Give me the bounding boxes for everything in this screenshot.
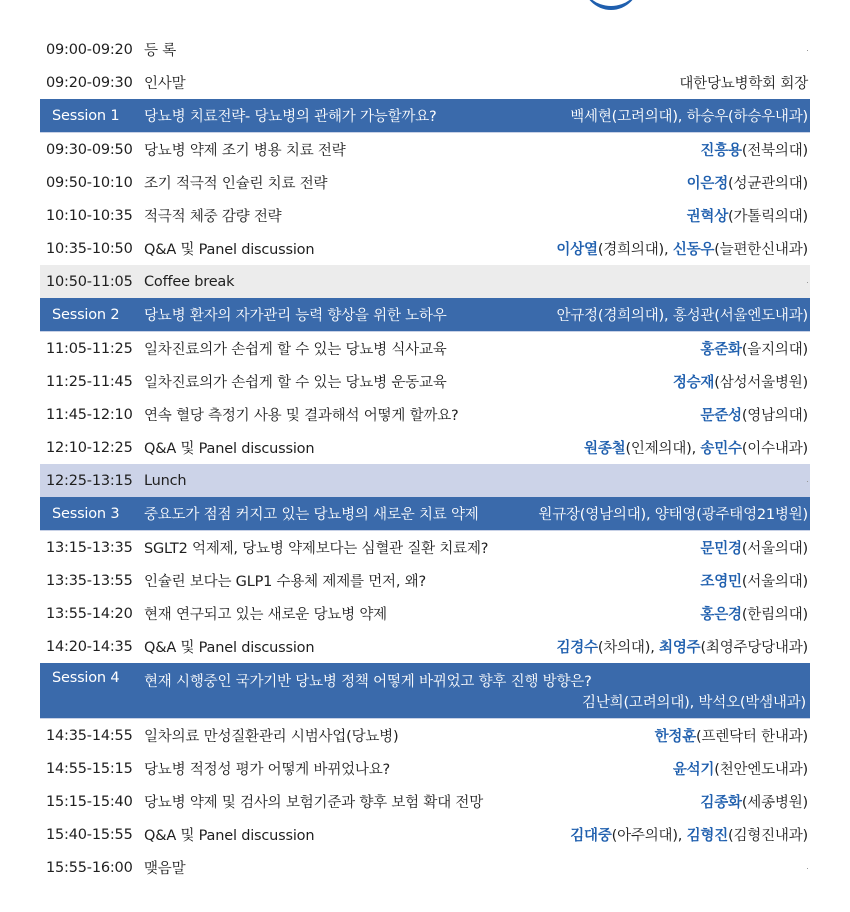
speaker-affiliation: 김난희(고려의대), 박석오(박샘내과) <box>582 695 806 711</box>
time-slot: 15:55-16:00 <box>46 859 133 876</box>
speaker-affiliation: (전북의대) <box>741 143 808 159</box>
speaker-affiliation: (삼성서울병원) <box>714 375 808 391</box>
schedule-row <box>40 630 810 663</box>
speaker-name: 이상열 <box>556 242 598 258</box>
talk-title: 일차진료의가 손쉽게 할 수 있는 당뇨병 식사교육 <box>144 342 447 358</box>
speaker-affiliation: (이수내과) <box>741 441 808 457</box>
row-end-marker <box>807 50 808 51</box>
speaker-affiliation: (을지의대) <box>741 342 808 358</box>
schedule-row <box>40 752 810 785</box>
time-slot: 14:20-14:35 <box>46 638 133 655</box>
speaker-name: 김경수 <box>556 640 598 656</box>
speaker-affiliation: (프렌닥터 한내과) <box>696 729 808 745</box>
chairpersons <box>538 503 810 524</box>
time-slot: 10:10-10:35 <box>46 207 133 224</box>
coffee-break-row <box>40 265 810 298</box>
speaker-affiliation: 원규장(영남의대), 양태영(광주태영21병원) <box>538 507 808 523</box>
speaker <box>687 205 810 226</box>
speaker <box>570 824 810 845</box>
speaker <box>687 172 810 193</box>
speaker <box>673 758 810 779</box>
speaker <box>700 338 810 359</box>
decorative-arc <box>583 0 639 10</box>
speaker-affiliation: (세종병원) <box>741 795 808 811</box>
speaker-name: 송민수 <box>700 441 742 457</box>
speaker-name: 신동우 <box>672 242 715 258</box>
speaker-affiliation: (최영주당당내과) <box>700 640 808 656</box>
speaker-affiliation: (한림의대) <box>741 607 808 623</box>
talk-title: 현재 연구되고 있는 새로운 당뇨병 약제 <box>144 607 387 623</box>
talk-title: Coffee break <box>144 273 235 290</box>
schedule-row <box>40 785 810 818</box>
speaker-name: 정승재 <box>672 375 715 391</box>
program-schedule <box>40 33 810 884</box>
time-slot: 09:50-10:10 <box>46 174 133 191</box>
speaker-affiliation: (서울의대) <box>741 541 808 557</box>
speaker-affiliation: (늘편한신내과) <box>714 242 808 258</box>
schedule-row <box>40 199 810 232</box>
speaker-affiliation: (천안엔도내과) <box>714 762 808 778</box>
talk-title: SGLT2 억제제, 당뇨병 약제보다는 심혈관 질환 치료제? <box>144 541 489 557</box>
row-end-marker <box>807 481 808 482</box>
session-header <box>40 99 810 133</box>
schedule-row <box>40 166 810 199</box>
time-slot: 09:20-09:30 <box>46 74 133 91</box>
speaker-affiliation: 백세현(고려의대), 하승우(하승우내과) <box>570 109 808 125</box>
schedule-row <box>40 818 810 851</box>
time-slot: 12:10-12:25 <box>46 439 133 456</box>
time-slot: 14:55-15:15 <box>46 760 133 777</box>
talk-title: Q&A 및 Panel discussion <box>144 828 315 844</box>
speaker <box>679 72 810 93</box>
time-slot: 09:30-09:50 <box>46 141 133 158</box>
session-header <box>40 663 810 719</box>
talk-title: Q&A 및 Panel discussion <box>144 640 315 656</box>
speaker-affiliation: (서울의대) <box>741 574 808 590</box>
talk-title: 당뇨병 약제 조기 병용 치료 전략 <box>144 143 346 159</box>
schedule-row <box>40 133 810 166</box>
schedule-row <box>40 66 810 99</box>
session-label: Session 3 <box>52 505 120 522</box>
talk-title: 인사말 <box>144 76 186 92</box>
speaker-affiliation: 안규정(경희의대), 홍성관(서울엔도내과) <box>556 308 808 324</box>
schedule-row <box>40 431 810 464</box>
time-slot: 10:35-10:50 <box>46 240 133 257</box>
session-title: 현재 시행중인 국가기반 당뇨병 정책 어떻게 바뀌었고 향후 진행 방향은? <box>144 674 592 690</box>
time-slot: 10:50-11:05 <box>46 273 133 290</box>
speaker-name: 김대중 <box>570 828 612 844</box>
session-label: Session 4 <box>52 670 120 686</box>
speaker <box>655 725 810 746</box>
speaker-affiliation: 대한당뇨병학회 회장 <box>679 76 808 92</box>
speaker <box>673 371 810 392</box>
lunch-row <box>40 464 810 497</box>
speaker-affiliation: (경희의대), <box>597 242 673 258</box>
time-slot: 11:45-12:10 <box>46 406 133 423</box>
talk-title: 인슐린 보다는 GLP1 수용체 제제를 먼저, 왜? <box>144 574 426 590</box>
talk-title: Q&A 및 Panel discussion <box>144 441 315 457</box>
talk-title: 등 록 <box>144 43 177 59</box>
time-slot: 09:00-09:20 <box>46 41 133 58</box>
speaker-affiliation: (가톨릭의대) <box>728 209 808 225</box>
speaker <box>700 404 810 425</box>
schedule-row <box>40 531 810 564</box>
speaker-name: 한정훈 <box>654 729 697 745</box>
speaker-name: 최영주 <box>659 640 701 656</box>
speaker <box>700 570 810 591</box>
session-header <box>40 497 810 531</box>
time-slot: 13:15-13:35 <box>46 539 133 556</box>
row-end-marker <box>807 282 808 283</box>
session-label: Session 2 <box>52 306 120 323</box>
time-slot: 13:55-14:20 <box>46 605 133 622</box>
row-end-marker <box>807 868 808 869</box>
talk-title: 일차의료 만성질환관리 시범사업(당뇨병) <box>144 729 399 745</box>
schedule-row <box>40 851 810 884</box>
schedule-row <box>40 332 810 365</box>
schedule-row <box>40 33 810 66</box>
speaker-name: 문준성 <box>700 408 742 424</box>
speaker-name: 홍은경 <box>700 607 742 623</box>
talk-title: 연속 혈당 측정기 사용 및 결과해석 어떻게 할까요? <box>144 408 459 424</box>
session-header <box>40 298 810 332</box>
session-title: 중요도가 점점 커지고 있는 당뇨병의 새로운 치료 약제 <box>144 507 479 523</box>
time-slot: 15:15-15:40 <box>46 793 133 810</box>
time-slot: 14:35-14:55 <box>46 727 133 744</box>
talk-title: 당뇨병 적정성 평가 어떻게 바뀌었나요? <box>144 762 391 778</box>
time-slot: 12:25-13:15 <box>46 472 133 489</box>
speaker <box>556 238 810 259</box>
talk-title: Lunch <box>144 472 187 489</box>
schedule-row <box>40 719 810 752</box>
chairpersons <box>582 691 808 712</box>
time-slot: 13:35-13:55 <box>46 572 133 589</box>
time-slot: 11:25-11:45 <box>46 373 133 390</box>
schedule-row <box>40 365 810 398</box>
speaker-name: 김종화 <box>700 795 742 811</box>
talk-title: 조기 적극적 인슐린 치료 전략 <box>144 176 328 192</box>
chairpersons <box>570 105 810 126</box>
speaker-name: 문민경 <box>700 541 742 557</box>
speaker <box>700 791 810 812</box>
talk-title: 일차진료의가 손쉽게 할 수 있는 당뇨병 운동교육 <box>144 375 447 391</box>
speaker-name: 이은정 <box>686 176 729 192</box>
talk-title: 맺음말 <box>144 861 186 877</box>
speaker <box>584 437 810 458</box>
speaker-name: 김형진 <box>686 828 729 844</box>
speaker-name: 홍준화 <box>700 342 742 358</box>
speaker-affiliation: (영남의대) <box>741 408 808 424</box>
speaker-name: 진흥용 <box>700 143 742 159</box>
speaker-affiliation: (김형진내과) <box>728 828 808 844</box>
schedule-row <box>40 597 810 630</box>
talk-title: Q&A 및 Panel discussion <box>144 242 315 258</box>
speaker-affiliation: (차의대), <box>597 640 660 656</box>
speaker-name: 윤석기 <box>672 762 715 778</box>
session-label: Session 1 <box>52 107 120 124</box>
speaker-affiliation: (인제의대), <box>625 441 701 457</box>
speaker <box>556 636 810 657</box>
speaker-name: 조영민 <box>700 574 742 590</box>
schedule-row <box>40 398 810 431</box>
time-slot: 15:40-15:55 <box>46 826 133 843</box>
session-title: 당뇨병 치료전략- 당뇨병의 관해가 가능할까요? <box>144 109 437 125</box>
speaker-name: 권혁상 <box>686 209 729 225</box>
speaker-name: 원종철 <box>584 441 626 457</box>
talk-title: 당뇨병 약제 및 검사의 보험기준과 향후 보험 확대 전망 <box>144 795 484 811</box>
speaker <box>700 537 810 558</box>
schedule-row <box>40 232 810 265</box>
speaker-affiliation: (성균관의대) <box>728 176 808 192</box>
time-slot: 11:05-11:25 <box>46 340 133 357</box>
schedule-row <box>40 564 810 597</box>
talk-title: 적극적 체중 감량 전략 <box>144 209 282 225</box>
speaker <box>700 603 810 624</box>
chairpersons <box>556 304 810 325</box>
speaker-affiliation: (아주의대), <box>611 828 687 844</box>
session-title: 당뇨병 환자의 자가관리 능력 향상을 위한 노하우 <box>144 308 447 324</box>
speaker <box>700 139 810 160</box>
